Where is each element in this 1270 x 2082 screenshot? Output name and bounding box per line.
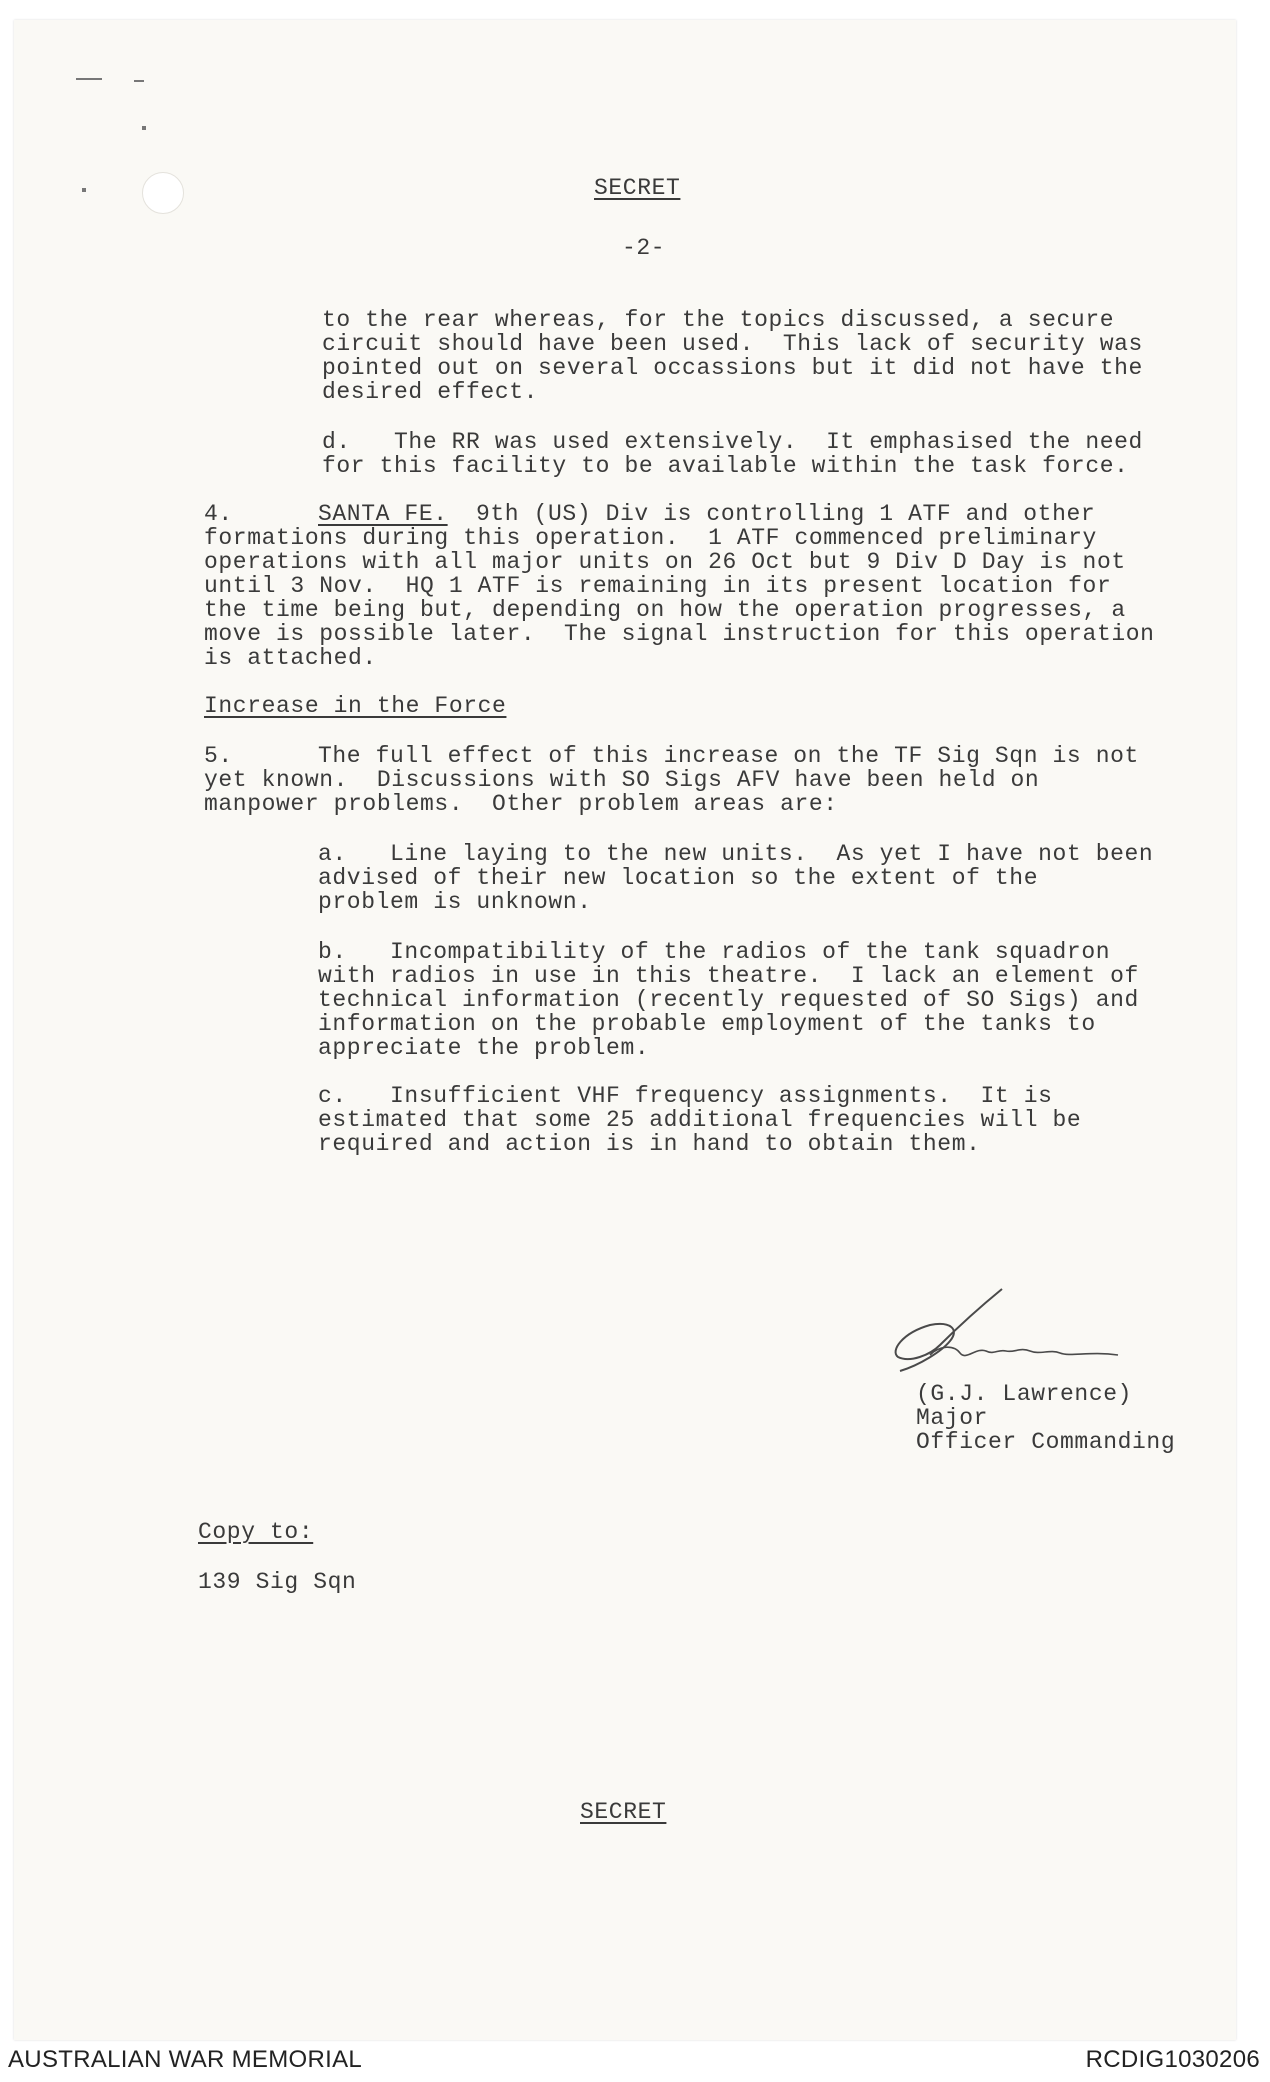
section-heading: Increase in the Force xyxy=(204,693,507,719)
footer-classification: SECRET xyxy=(580,1799,667,1825)
text-line: appreciate the problem. xyxy=(318,1035,650,1061)
scan-mark xyxy=(76,78,102,80)
text-line: 9th (US) Div is controlling 1 ATF and other xyxy=(476,501,1096,527)
text-line: desired effect. xyxy=(322,379,539,405)
text-line: the time being but, depending on how the operation progresses, a xyxy=(204,597,1126,623)
text-line: move is possible later. The signal instruction for this operation xyxy=(204,621,1155,647)
paragraph-number: 5. xyxy=(204,743,233,769)
punch-hole xyxy=(142,172,184,214)
page-number: -2- xyxy=(622,235,666,261)
text-line: is attached. xyxy=(204,645,377,671)
signatory-appointment: Officer Commanding xyxy=(916,1429,1176,1455)
text-line: c. Insufficient VHF frequency assignments. It is xyxy=(318,1083,1053,1109)
text-line: with radios in use in this theatre. I lack an element of xyxy=(318,963,1139,989)
scan-mark xyxy=(82,188,86,192)
text-line: b. Incompatibility of the radios of the tank squadron xyxy=(318,939,1111,965)
text-line: a. Line laying to the new units. As yet I have not been xyxy=(318,841,1154,867)
text-line: manpower problems. Other problem areas are: xyxy=(204,791,838,817)
text-line: for this facility to be available within the task force. xyxy=(322,453,1129,479)
handwritten-signature xyxy=(890,1285,1130,1385)
scan-mark xyxy=(134,80,144,82)
copy-to-label: Copy to: xyxy=(198,1519,314,1545)
copy-to-recipient: 139 Sig Sqn xyxy=(198,1569,357,1595)
text-line: d. The RR was used extensively. It emphasised the need xyxy=(322,429,1143,455)
text-line: pointed out on several occassions but it did not have the xyxy=(322,355,1143,381)
text-line: problem is unknown. xyxy=(318,889,592,915)
archive-institution: AUSTRALIAN WAR MEMORIAL xyxy=(8,2046,363,2073)
text-line: The full effect of this increase on the TF Sig Sqn is not xyxy=(318,743,1139,769)
text-line: operations with all major units on 26 Oct but 9 Div D Day is not xyxy=(204,549,1126,575)
scan-mark xyxy=(142,126,146,130)
text-line: to the rear whereas, for the topics discussed, a secure xyxy=(322,307,1115,333)
text-line: yet known. Discussions with SO Sigs AFV have been held on xyxy=(204,767,1040,793)
text-line: circuit should have been used. This lack of security was xyxy=(322,331,1143,357)
text-line: technical information (recently requested of SO Sigs) and xyxy=(318,987,1139,1013)
signatory-name: (G.J. Lawrence) xyxy=(916,1381,1133,1407)
text-line: advised of their new location so the extent of the xyxy=(318,865,1039,891)
paragraph-heading: SANTA FE. xyxy=(318,501,448,527)
text-line: until 3 Nov. HQ 1 ATF is remaining in its present location for xyxy=(204,573,1112,599)
text-line: formations during this operation. 1 ATF commenced preliminary xyxy=(204,525,1097,551)
text-line: information on the probable employment of the tanks to xyxy=(318,1011,1096,1037)
signatory-rank: Major xyxy=(916,1405,989,1431)
paragraph-number: 4. xyxy=(204,501,233,527)
text-line: estimated that some 25 additional frequencies will be xyxy=(318,1107,1082,1133)
text-line: required and action is in hand to obtain them. xyxy=(318,1131,981,1157)
header-classification: SECRET xyxy=(594,175,681,201)
archive-item-id: RCDIG1030206 xyxy=(1085,2046,1260,2073)
